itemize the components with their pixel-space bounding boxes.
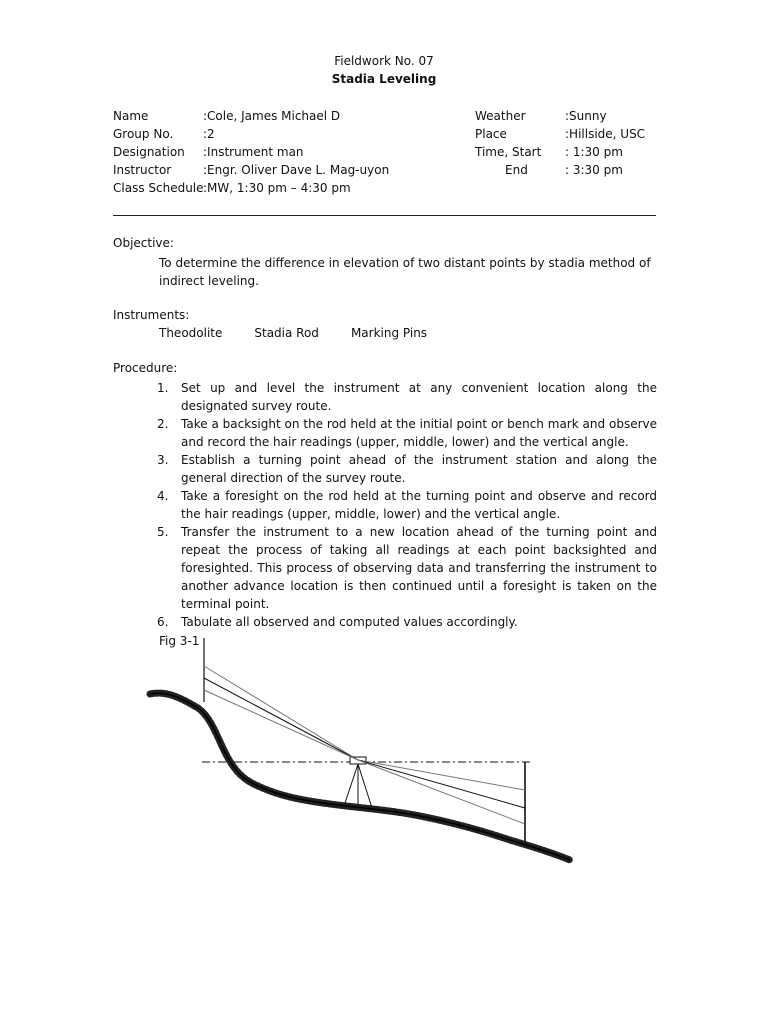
- instrument-item: Marking Pins: [350, 326, 428, 340]
- step-number: 2.: [157, 417, 169, 431]
- info-label: End: [505, 163, 528, 177]
- instrument-item: Theodolite: [159, 326, 223, 340]
- step-number: 5.: [157, 525, 169, 539]
- step-text: Tabulate all observed and computed values accordingly.: [181, 615, 518, 629]
- foresight-middle-hair: [358, 760, 525, 808]
- info-value: :MW, 1:30 pm – 4:30 pm: [203, 181, 351, 195]
- info-label: Instructor: [113, 163, 172, 177]
- header-divider: [113, 215, 656, 216]
- info-block-left: [113, 107, 389, 197]
- procedure-steps: [157, 379, 657, 631]
- info-row-name: [113, 107, 389, 125]
- info-block-right: [475, 107, 645, 179]
- procedure-step: [157, 379, 657, 415]
- procedure-step: [157, 523, 657, 613]
- step-text: Transfer the instrument to a new location ahead of the turning point and repeat the process of taking all readings at each point backsighted and foresighted. This process of observing data and transferring the instrument to another advance location is then continued until a foresight is taken on the terminal point.: [181, 525, 657, 611]
- info-row-designation: [113, 143, 389, 161]
- info-value: :Hillside, USC: [565, 127, 646, 141]
- page-title: Fieldwork No. 07: [334, 54, 434, 68]
- procedure-step: [157, 613, 657, 631]
- info-row-weather: [475, 107, 645, 125]
- step-text: Establish a turning point ahead of the instrument station and along the general direction of the survey route.: [181, 453, 657, 485]
- tripod-leg: [344, 764, 358, 806]
- figure-label: Fig 3-1: [159, 634, 200, 648]
- backsight-middle-hair: [204, 678, 358, 760]
- instruments-heading: Instruments:: [113, 308, 190, 322]
- info-label: Name: [113, 109, 149, 123]
- procedure-step: [157, 487, 657, 523]
- stadia-leveling-figure: [140, 630, 580, 870]
- step-text: Take a foresight on the rod held at the turning point and observe and record the hair readings (upper, middle, lower) and the vertical angle.: [181, 489, 657, 521]
- procedure-heading: Procedure:: [113, 361, 178, 375]
- step-text: Set up and level the instrument at any convenient location along the designated survey route.: [181, 381, 657, 413]
- info-value: :Cole, James Michael D: [203, 109, 341, 123]
- info-value: :Engr. Oliver Dave L. Mag-uyon: [203, 163, 390, 177]
- info-label: Class Schedule: [113, 181, 204, 195]
- info-value: :Instrument man: [203, 145, 304, 159]
- info-row-time-end: [475, 161, 645, 179]
- info-label: Place: [475, 127, 507, 141]
- procedure-step: [157, 451, 657, 487]
- info-label: Group No.: [113, 127, 174, 141]
- info-value: :Sunny: [565, 109, 607, 123]
- info-value: : 1:30 pm: [565, 145, 623, 159]
- info-row-time-start: [475, 143, 645, 161]
- info-value: :2: [203, 127, 215, 141]
- info-row-schedule: [113, 179, 389, 197]
- objective-text: To determine the difference in elevation of two distant points by stadia method of indirect leveling.: [159, 256, 651, 288]
- step-number: 3.: [157, 453, 169, 467]
- procedure-step: [157, 415, 657, 451]
- ground-profile-edge: [150, 693, 570, 860]
- page-subtitle: Stadia Leveling: [331, 72, 437, 86]
- instrument-item: Stadia Rod: [254, 326, 319, 340]
- ground-profile: [150, 693, 570, 860]
- backsight-upper-hair: [204, 666, 358, 760]
- info-label: Designation: [113, 145, 185, 159]
- info-label: Time, Start: [475, 145, 542, 159]
- objective-heading: Objective:: [113, 236, 174, 250]
- step-number: 4.: [157, 489, 169, 503]
- instrument-list: [159, 326, 459, 340]
- step-text: Take a backsight on the rod held at the initial point or bench mark and observe and record the hair readings (upper, middle, lower) and the vertical angle.: [181, 417, 657, 449]
- info-row-instructor: [113, 161, 389, 179]
- foresight-lower-hair: [358, 760, 525, 824]
- info-row-group: [113, 125, 389, 143]
- info-row-place: [475, 125, 645, 143]
- step-number: 1.: [157, 381, 169, 395]
- foresight-upper-hair: [358, 760, 525, 790]
- tripod-leg: [358, 764, 372, 808]
- info-value: : 3:30 pm: [565, 163, 623, 177]
- info-label: Weather: [475, 109, 526, 123]
- step-number: 6.: [157, 615, 169, 629]
